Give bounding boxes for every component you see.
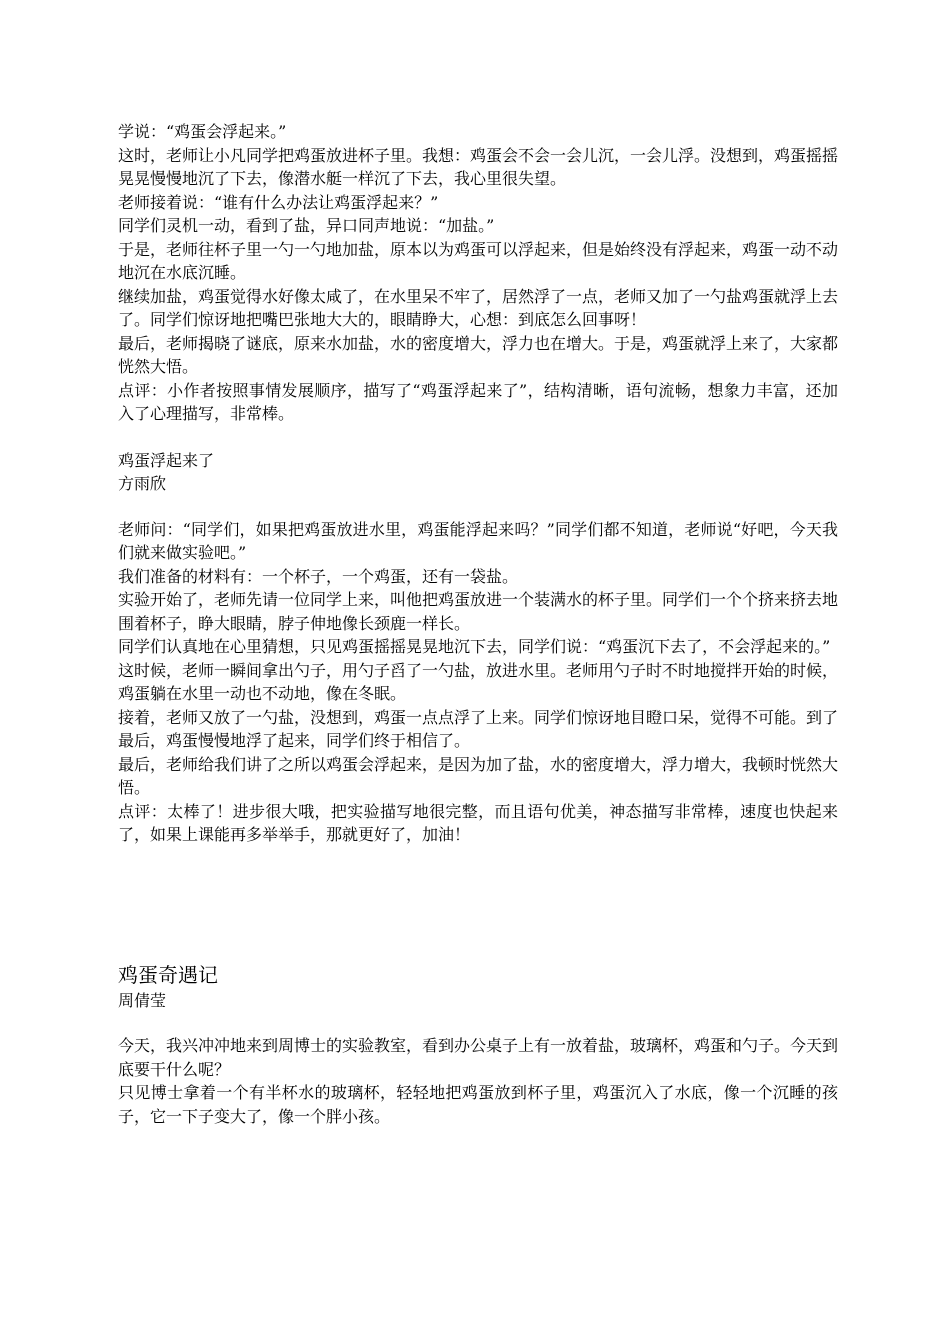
- comment-paragraph: 点评：小作者按照事情发展顺序，描写了“鸡蛋浮起来了”，结构清晰，语句流畅，想象力丰富，还加入了心理描写，非常棒。: [118, 380, 838, 423]
- essay-title: 鸡蛋浮起来了: [118, 450, 215, 470]
- paragraph: 接着，老师又放了一勺盐，没想到，鸡蛋一点点浮了上来。同学们惊讶地目瞪口呆，觉得不可能。到了最后，鸡蛋慢慢地浮了起来，同学们终于相信了。: [118, 707, 839, 750]
- paragraph: 同学们灵机一动，看到了盐，异口同声地说：“加盐。”: [118, 216, 495, 235]
- section-2: [118, 449, 838, 847]
- spacer: [118, 847, 838, 961]
- paragraph: 继续加盐，鸡蛋觉得水好像太咸了，在水里呆不牢了，居然浮了一点，老师又加了一勺盐鸡蛋就浮上去了。同学们惊讶地把嘴巴张地大大的，眼睛睁大，心想：到底怎么回事呀！: [118, 286, 839, 329]
- paragraph: 老师接着说：“谁有什么办法让鸡蛋浮起来？”: [118, 192, 439, 212]
- essay-title: 鸡蛋奇遇记: [118, 962, 218, 987]
- paragraph: 今天，我兴冲冲地来到周博士的实验教室，看到办公桌子上有一放着盐，玻璃杯，鸡蛋和勺子。今天到底要干什么呢？: [118, 1036, 839, 1079]
- spacer: [118, 496, 838, 518]
- document-page: [118, 120, 838, 1128]
- paragraph: 这时，老师让小凡同学把鸡蛋放进杯子里。我想：鸡蛋会不会一会儿沉，一会儿浮。没想到，鸡蛋摇摇晃晃慢慢地沉了下去，像潜水艇一样沉了下去，我心里很失望。: [118, 145, 839, 188]
- essay-author: 方雨欣: [118, 474, 167, 493]
- paragraph: 只见博士拿着一个有半杯水的玻璃杯，轻轻地把鸡蛋放到杯子里，鸡蛋沉入了水底，像一个沉睡的孩子，它一下子变大了，像一个胖小孩。: [118, 1083, 838, 1126]
- paragraph: 这时候，老师一瞬间拿出勺子，用勺子舀了一勺盐，放进水里。老师用勺子时不时地搅拌开始的时候，鸡蛋躺在水里一动也不动地，像在冬眠。: [118, 660, 839, 703]
- paragraph: 实验开始了，老师先请一位同学上来，叫他把鸡蛋放进一个装满水的杯子里。同学们一个个挤来挤去地围着杯子，睁大眼睛，脖子伸地像长颈鹿一样长。: [118, 590, 839, 633]
- paragraph: 老师问：“同学们，如果把鸡蛋放进水里，鸡蛋能浮起来吗？”同学们都不知道，老师说“好吧，今天我们就来做实验吧。”: [118, 519, 838, 562]
- paragraph: 同学们认真地在心里猜想，只见鸡蛋摇摇晃晃地沉下去，同学们说：“鸡蛋沉下去了，不会浮起来的。”: [118, 637, 831, 656]
- paragraph: 最后，老师揭晓了谜底，原来水加盐，水的密度增大，浮力也在增大。于是，鸡蛋就浮上来了，大家都恍然大悟。: [118, 333, 839, 376]
- section-1: [118, 120, 838, 426]
- essay-author: 周倩莹: [118, 990, 167, 1010]
- comment-paragraph: 点评：太棒了！进步很大哦，把实验描写地很完整，而且语句优美，神态描写非常棒，速度也快起来了，如果上课能再多举举手，那就更好了，加油！: [118, 801, 838, 844]
- spacer: [118, 1012, 838, 1034]
- paragraph: 最后，老师给我们讲了之所以鸡蛋会浮起来，是因为加了盐，水的密度增大，浮力增大，我顿时恍然大悟。: [118, 754, 839, 797]
- paragraph: 于是，老师往杯子里一勺一勺地加盐，原本以为鸡蛋可以浮起来，但是始终没有浮起来，鸡蛋一动不动地沉在水底沉睡。: [118, 239, 839, 282]
- section-3: [118, 961, 838, 1129]
- paragraph: 我们准备的材料有：一个杯子，一个鸡蛋，还有一袋盐。: [118, 566, 519, 586]
- paragraph: 学说：“鸡蛋会浮起来。”: [118, 122, 287, 141]
- spacer: [118, 426, 838, 449]
